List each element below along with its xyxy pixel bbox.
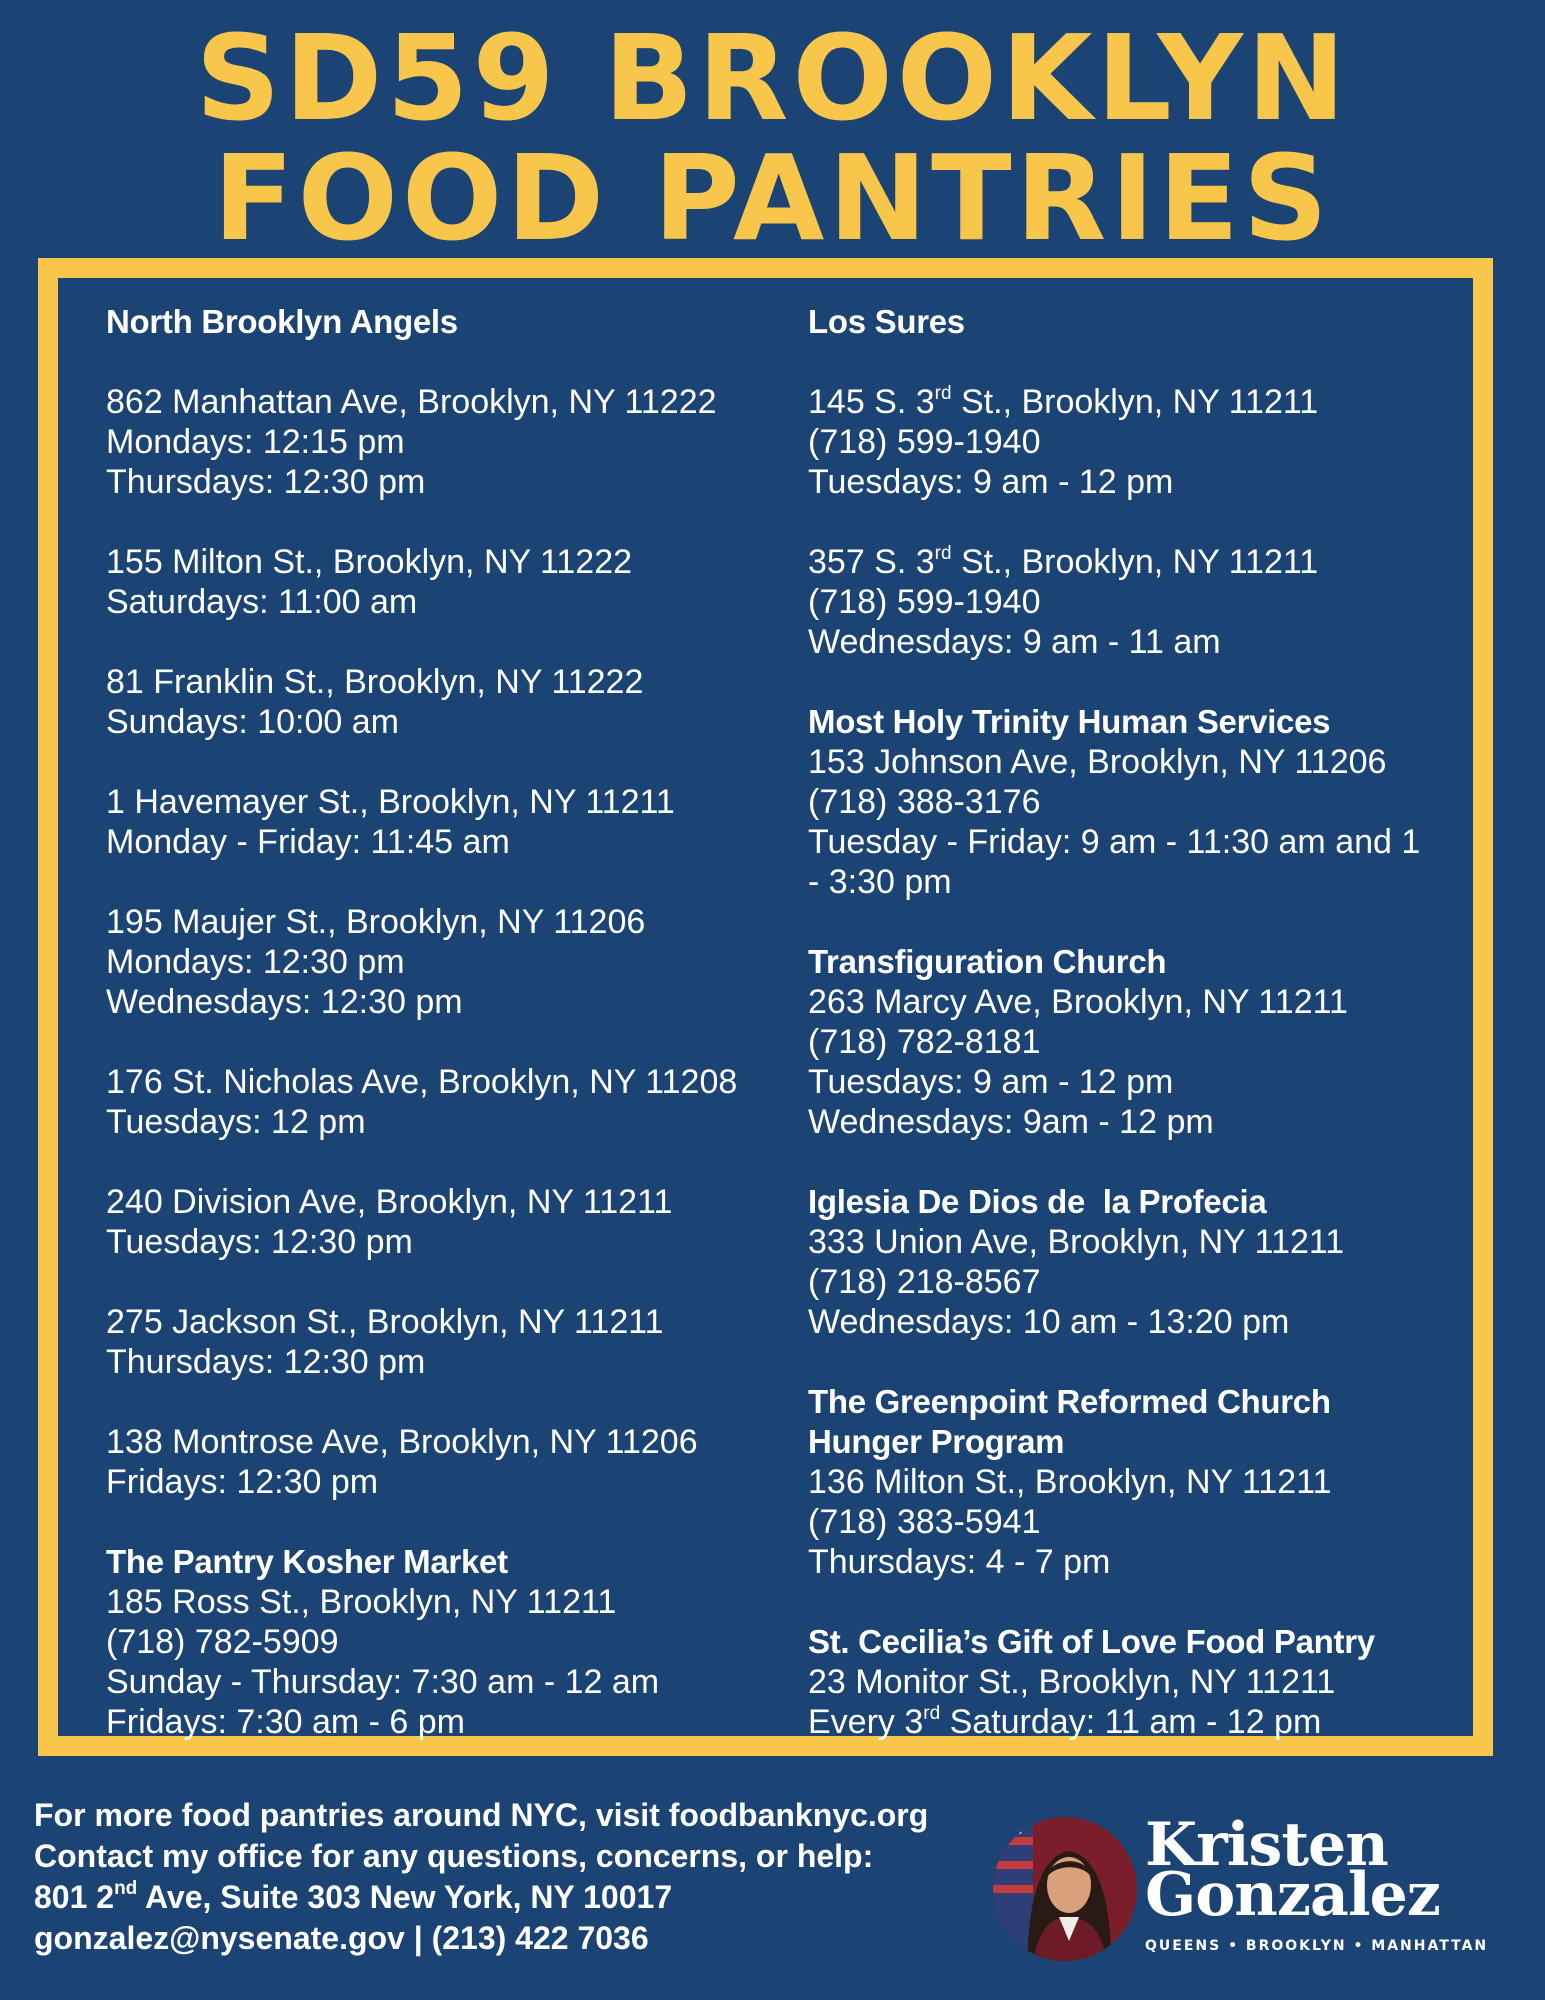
address: 263 Marcy Ave, Brooklyn, NY 11211 — [808, 983, 1348, 1021]
pantry-name: St. Cecilia’s Gift of Love Food Pantry — [808, 1623, 1375, 1660]
brand-last-name: Gonzalez — [1145, 1860, 1440, 1930]
address: 195 Maujer St., Brooklyn, NY 11206 — [106, 903, 646, 941]
address: 240 Division Ave, Brooklyn, NY 11211 — [106, 1183, 673, 1221]
pantry-name: North Brooklyn Angels — [106, 303, 458, 340]
brand-tagline: QUEENS • BROOKLYN • MANHATTAN — [1145, 1938, 1489, 1954]
address: 275 Jackson St., Brooklyn, NY 11211 — [106, 1303, 664, 1341]
phone: (718) 383-5941 — [808, 1503, 1041, 1541]
location — [106, 1062, 806, 1142]
phone: (718) 218-8567 — [808, 1263, 1041, 1301]
title-line-2: FOOD PANTRIES — [213, 129, 1332, 267]
hours: Mondays: 12:30 pm — [106, 943, 405, 981]
hours: Sunday - Thursday: 7:30 am - 12 am — [106, 1663, 660, 1701]
location — [106, 782, 806, 862]
email-phone: gonzalez@nysenate.gov | (213) 422 7036 — [34, 1920, 649, 1956]
address: 23 Monitor St., Brooklyn, NY 11211 — [808, 1663, 1336, 1701]
pantry-name: Los Sures — [808, 303, 965, 340]
pantry-transfiguration-church — [808, 942, 1448, 1142]
pantry-name-cont: Hunger Program — [808, 1423, 1065, 1460]
location — [106, 382, 806, 502]
hours: Tuesdays: 9 am - 12 pm — [808, 1063, 1174, 1101]
hours: Tuesdays: 9 am - 12 pm — [808, 463, 1174, 501]
location — [808, 382, 1448, 502]
brand-first-name: Kristen — [1145, 1810, 1388, 1880]
brand-logo — [1145, 1810, 1440, 1930]
hours: Tuesdays: 12:30 pm — [106, 1223, 413, 1261]
contact-prompt: Contact my office for any questions, concerns, or help: — [34, 1838, 874, 1874]
pantry-name: Transfiguration Church — [808, 943, 1167, 980]
location — [106, 662, 806, 742]
hours: Mondays: 12:15 pm — [106, 423, 405, 461]
hours: Monday - Friday: 11:45 am — [106, 823, 510, 861]
address: 357 S. 3rd St., Brooklyn, NY 11211 — [808, 543, 1319, 581]
address: 1 Havemayer St., Brooklyn, NY 11211 — [106, 783, 675, 821]
phone: (718) 782-5909 — [106, 1623, 339, 1661]
hours: Fridays: 7:30 am - 6 pm — [106, 1703, 466, 1741]
hours: Wednesdays: 9 am - 11 am — [808, 623, 1221, 661]
hours: Tuesday - Friday: 9 am - 11:30 am and 1 - 3:30 pm — [808, 823, 1421, 901]
location — [106, 1302, 806, 1382]
address: 333 Union Ave, Brooklyn, NY 11211 — [808, 1223, 1345, 1261]
phone: (718) 599-1940 — [808, 423, 1041, 461]
pantry-name: Iglesia De Dios de la Profecia — [808, 1183, 1267, 1220]
hours: Saturdays: 11:00 am — [106, 583, 418, 621]
address: 138 Montrose Ave, Brooklyn, NY 11206 — [106, 1423, 698, 1461]
hours: Fridays: 12:30 pm — [106, 1463, 379, 1501]
pantry-los-sures — [808, 302, 1448, 662]
phone: (718) 782-8181 — [808, 1023, 1041, 1061]
hours: Every 3rd Saturday: 11 am - 12 pm — [808, 1703, 1322, 1741]
hours: Thursdays: 12:30 pm — [106, 463, 426, 501]
pantry-north-brooklyn-angels — [106, 302, 806, 1502]
hours: Thursdays: 4 - 7 pm — [808, 1543, 1111, 1581]
pantry-greenpoint-reformed — [808, 1382, 1448, 1582]
contact-footer — [34, 1795, 994, 1959]
location — [106, 1422, 806, 1502]
right-column — [808, 302, 1448, 1742]
hours: Tuesdays: 12 pm — [106, 1103, 366, 1141]
page-title — [0, 9, 1545, 267]
address: 176 St. Nicholas Ave, Brooklyn, NY 11208 — [106, 1063, 738, 1101]
hours: Thursdays: 12:30 pm — [106, 1343, 426, 1381]
hours: Wednesdays: 10 am - 13:20 pm — [808, 1303, 1290, 1341]
pantry-iglesia-de-dios — [808, 1182, 1448, 1342]
address: 145 S. 3rd St., Brooklyn, NY 11211 — [808, 383, 1319, 421]
pantry-name: Most Holy Trinity Human Services — [808, 703, 1331, 740]
location — [106, 542, 806, 622]
phone: (718) 388-3176 — [808, 783, 1041, 821]
hours: Wednesdays: 12:30 pm — [106, 983, 463, 1021]
pantry-name: The Pantry Kosher Market — [106, 1543, 508, 1580]
address: 185 Ross St., Brooklyn, NY 11211 — [106, 1583, 617, 1621]
address: 862 Manhattan Ave, Brooklyn, NY 11222 — [106, 383, 717, 421]
location — [106, 902, 806, 1022]
foodbank-link-text: For more food pantries around NYC, visit foodbanknyc.org — [34, 1797, 929, 1833]
avatar — [993, 1817, 1137, 1961]
title-line-1: SD59 BROOKLYN — [195, 9, 1350, 147]
hours: Sundays: 10:00 am — [106, 703, 399, 741]
location — [106, 1182, 806, 1262]
pantry-st-cecilia — [808, 1622, 1448, 1742]
pantry-kosher-market — [106, 1542, 806, 1742]
phone: (718) 599-1940 — [808, 583, 1041, 621]
hours: Wednesdays: 9am - 12 pm — [808, 1103, 1214, 1141]
left-column — [106, 302, 806, 1782]
pantry-most-holy-trinity — [808, 702, 1448, 902]
address: 81 Franklin St., Brooklyn, NY 11222 — [106, 663, 644, 701]
address: 153 Johnson Ave, Brooklyn, NY 11206 — [808, 743, 1387, 781]
address: 136 Milton St., Brooklyn, NY 11211 — [808, 1463, 1332, 1501]
location — [808, 542, 1448, 662]
address: 155 Milton St., Brooklyn, NY 11222 — [106, 543, 633, 581]
pantry-name: The Greenpoint Reformed Church — [808, 1383, 1331, 1420]
office-address: 801 2nd Ave, Suite 303 New York, NY 10017 — [34, 1878, 673, 1915]
senator-brand — [993, 1812, 1513, 1962]
portrait-icon — [993, 1817, 1137, 1961]
